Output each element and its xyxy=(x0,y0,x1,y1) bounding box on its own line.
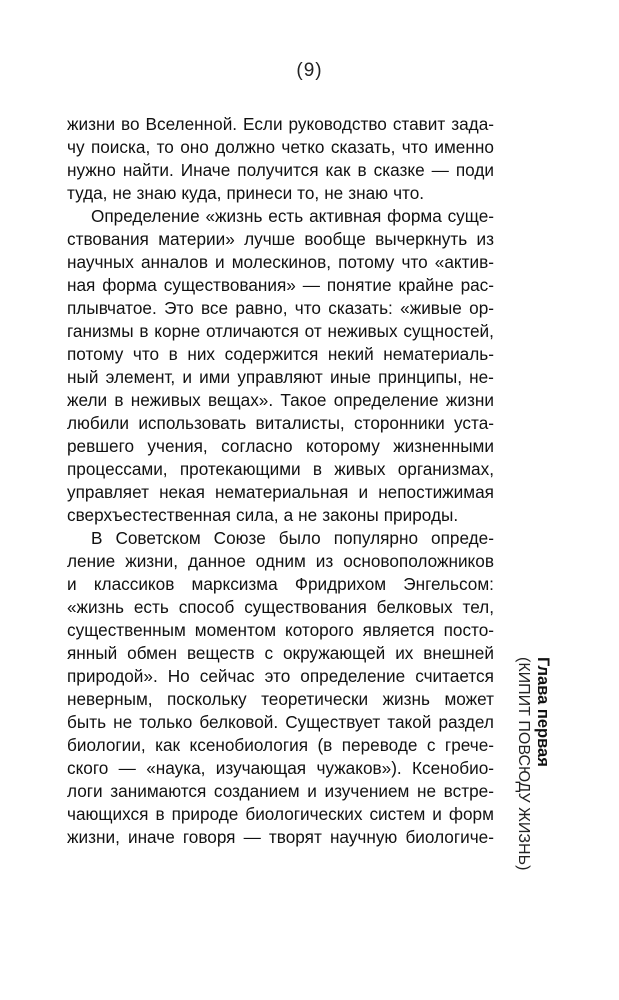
text-word: жизнь xyxy=(382,689,430,709)
text-word: это xyxy=(264,666,291,686)
text-word: Вселенной. xyxy=(145,114,238,134)
text-line xyxy=(67,274,494,297)
text-word: встре- xyxy=(443,781,494,801)
text-word: жизни xyxy=(67,114,116,134)
text-word: ная xyxy=(67,275,96,295)
text-word: изучением xyxy=(324,781,410,801)
text-word: обмен xyxy=(127,643,178,663)
text-word: сила, xyxy=(236,505,279,525)
text-word: использовать xyxy=(138,413,247,433)
text-word: ганизмы xyxy=(67,321,134,341)
text-word: природы. xyxy=(383,505,459,525)
text-line xyxy=(67,665,494,688)
text-word: ими xyxy=(199,367,231,387)
text-word: нематериальная xyxy=(215,482,349,502)
text-word: не xyxy=(416,781,437,801)
text-word: элемент, xyxy=(105,367,176,387)
text-word: изучающая xyxy=(215,758,307,778)
text-word: в xyxy=(168,344,178,364)
text-word: туда, xyxy=(67,183,108,203)
text-word: Такое xyxy=(280,390,327,410)
text-line xyxy=(67,366,494,389)
text-word: в xyxy=(312,459,323,479)
text-word: раздел xyxy=(438,712,494,732)
text-word: марксизма xyxy=(191,574,278,594)
text-line xyxy=(67,412,494,435)
text-word: жизни, xyxy=(125,551,179,571)
text-word: отличаются xyxy=(205,321,299,341)
text-word: Советском xyxy=(115,528,201,548)
text-word: виталисты, xyxy=(255,413,345,433)
text-word: не xyxy=(324,183,344,203)
text-word: любили xyxy=(67,413,129,433)
text-word: что xyxy=(401,137,428,157)
text-word: ского xyxy=(67,758,109,778)
text-word: учения, xyxy=(147,436,208,456)
chapter-label: Глава первая xyxy=(534,657,552,767)
text-word: форм xyxy=(448,804,494,824)
text-word: принципы, xyxy=(378,367,462,387)
text-word: жизненными xyxy=(393,436,494,456)
text-word: — xyxy=(243,827,261,847)
text-word: получится xyxy=(237,160,319,180)
text-line xyxy=(67,780,494,803)
text-word: в xyxy=(357,160,367,180)
text-word: логи xyxy=(67,781,103,801)
text-word: — xyxy=(118,758,136,778)
text-word: материи» xyxy=(158,229,235,249)
text-line xyxy=(67,596,494,619)
text-word: процессами, xyxy=(67,459,168,479)
text-word: и xyxy=(67,574,77,594)
text-word: научных xyxy=(67,252,134,272)
text-word: биологических xyxy=(245,804,363,824)
text-word: организмах, xyxy=(397,459,494,479)
text-word: все xyxy=(200,298,229,318)
text-word: поскольку xyxy=(166,689,247,709)
text-word: в xyxy=(155,804,165,824)
text-word: жизни xyxy=(445,390,494,410)
text-word: является xyxy=(362,620,435,640)
text-word: ление xyxy=(67,551,116,571)
text-line xyxy=(67,619,494,642)
text-word: природе xyxy=(171,804,239,824)
text-word: белковых xyxy=(376,597,453,617)
text-word: как xyxy=(325,160,351,180)
text-word: и xyxy=(307,781,317,801)
text-word: биологиче- xyxy=(405,827,494,847)
text-line xyxy=(67,803,494,826)
text-word: Это xyxy=(164,298,194,318)
text-word: тел, xyxy=(462,597,494,617)
text-word: неверным, xyxy=(67,689,153,709)
text-word: грече- xyxy=(444,735,494,755)
text-line xyxy=(67,159,494,182)
text-word: Существует xyxy=(285,712,381,732)
text-word: Энгельсом: xyxy=(403,574,494,594)
text-word: окружающей xyxy=(282,643,386,663)
text-word: руководство xyxy=(288,114,387,134)
text-word: «жизнь xyxy=(205,206,263,226)
text-word: знаю xyxy=(136,183,177,203)
text-word: неживых xyxy=(130,390,201,410)
text-word: которому xyxy=(305,436,380,456)
text-word: сказать, xyxy=(330,137,396,157)
text-line xyxy=(67,320,494,343)
text-word: рас- xyxy=(460,275,494,295)
text-word: управляют xyxy=(237,367,323,387)
text-word: с xyxy=(426,735,436,755)
text-word: и xyxy=(432,804,442,824)
text-word: может xyxy=(444,689,494,709)
text-word: крайне xyxy=(398,275,454,295)
text-word: только xyxy=(139,712,193,732)
text-word: принеси xyxy=(226,183,293,203)
text-word: определение xyxy=(333,390,439,410)
text-word: жели xyxy=(67,390,108,410)
text-word: с xyxy=(264,643,274,663)
text-word: законы xyxy=(322,505,379,525)
text-word: потому xyxy=(67,344,124,364)
text-word: не xyxy=(112,183,132,203)
text-word: чужаков»). xyxy=(316,758,402,778)
text-word: «жизнь xyxy=(67,597,124,617)
text-word: их xyxy=(395,643,414,663)
text-word: как xyxy=(155,735,181,755)
text-line xyxy=(67,826,494,849)
text-word: определение xyxy=(300,666,406,686)
text-word: потому xyxy=(338,252,395,272)
text-word: моментом xyxy=(194,620,277,640)
text-word: знаю xyxy=(348,183,389,203)
text-line xyxy=(67,688,494,711)
text-word: посто- xyxy=(443,620,494,640)
text-word: — xyxy=(431,160,449,180)
text-word: занимаются xyxy=(110,781,207,801)
text-word: куда, xyxy=(181,183,222,203)
text-word: уста- xyxy=(454,413,494,433)
text-word: Фридрихом xyxy=(294,574,387,594)
text-word: не xyxy=(113,712,133,732)
text-word: научную xyxy=(329,827,398,847)
text-word: есть xyxy=(268,206,304,226)
text-word: Союзе xyxy=(213,528,266,548)
text-word: основоположников xyxy=(343,551,494,571)
text-line xyxy=(67,251,494,274)
text-word: теоретически xyxy=(261,689,369,709)
body-text xyxy=(67,113,494,849)
text-word: активная xyxy=(309,206,382,226)
text-word: Если xyxy=(243,114,283,134)
text-word: (в xyxy=(317,735,333,755)
text-word: — xyxy=(302,275,320,295)
text-word: именно xyxy=(434,137,494,157)
text-word: нематериаль- xyxy=(383,344,494,364)
text-word: что. xyxy=(393,183,425,203)
text-word: найти. xyxy=(122,160,174,180)
text-word: систем xyxy=(369,804,426,824)
text-line xyxy=(67,113,494,136)
text-word: опреде- xyxy=(431,528,494,548)
text-word: веществ xyxy=(186,643,255,663)
text-word: ксенобиология xyxy=(189,735,309,755)
text-word: молескинов, xyxy=(231,252,331,272)
text-word: то xyxy=(156,137,174,157)
text-word: ор- xyxy=(469,298,494,318)
text-word: вообще xyxy=(304,229,366,249)
chapter-title: (КИПИТ ПОВСЮДУ ЖИЗНЬ) xyxy=(515,657,532,871)
text-word: сказать: xyxy=(328,298,393,318)
text-word: чающихся xyxy=(67,804,149,824)
page-number: (9) xyxy=(296,60,323,81)
text-word: что xyxy=(294,298,321,318)
text-word: анналов xyxy=(140,252,208,272)
text-line xyxy=(67,527,494,550)
text-line xyxy=(67,297,494,320)
text-word: созданием xyxy=(213,781,300,801)
text-word: способ xyxy=(178,597,235,617)
text-line xyxy=(67,481,494,504)
text-word: и xyxy=(182,367,192,387)
text-word: ный xyxy=(67,367,99,387)
text-line xyxy=(67,757,494,780)
text-word: Но xyxy=(167,666,190,686)
text-word: внешней xyxy=(423,643,494,663)
text-word: лучше xyxy=(244,229,296,249)
text-word: форма xyxy=(102,275,157,295)
text-word: нужно xyxy=(67,160,116,180)
text-word: понятие xyxy=(326,275,392,295)
text-word: во xyxy=(121,114,140,134)
text-word: которого xyxy=(285,620,354,640)
text-word: корне xyxy=(154,321,201,341)
text-word: вещах». xyxy=(208,390,274,410)
text-line xyxy=(67,711,494,734)
text-line xyxy=(67,573,494,596)
text-word: такой xyxy=(387,712,432,732)
text-word: некий xyxy=(327,344,374,364)
text-line xyxy=(67,550,494,573)
text-word: жизни, xyxy=(67,827,120,847)
text-word: из xyxy=(315,551,334,571)
text-word: поди xyxy=(455,160,494,180)
text-word: сказке xyxy=(373,160,425,180)
text-word: существования xyxy=(244,597,367,617)
text-word: них xyxy=(187,344,216,364)
text-word: некая xyxy=(159,482,205,502)
text-word: сторонники xyxy=(354,413,445,433)
text-word: равно, xyxy=(235,298,288,318)
text-word: сейчас xyxy=(199,666,255,686)
text-word: не- xyxy=(469,367,494,387)
text-word: и xyxy=(215,252,225,272)
text-word: поиска, xyxy=(90,137,151,157)
text-word: классиков xyxy=(93,574,175,594)
text-word: иные xyxy=(329,367,371,387)
text-word: было xyxy=(278,528,321,548)
running-head-rotated xyxy=(514,657,552,897)
text-word: чу xyxy=(67,137,85,157)
text-line xyxy=(67,435,494,458)
text-word: В xyxy=(91,528,103,548)
text-word: протекающими xyxy=(179,459,301,479)
text-word: быть xyxy=(67,712,107,732)
text-line xyxy=(67,504,494,527)
text-word: творят xyxy=(268,827,322,847)
text-word: «наука, xyxy=(146,758,206,778)
text-word: сверхъестественная xyxy=(67,505,231,525)
text-word: биологии, xyxy=(67,735,146,755)
text-word: четко xyxy=(281,137,325,157)
text-word: иначе xyxy=(127,827,175,847)
text-word: и xyxy=(358,482,369,502)
text-line xyxy=(67,343,494,366)
text-word: то, xyxy=(297,183,320,203)
text-word: янный xyxy=(67,643,118,663)
text-word: популярно xyxy=(333,528,419,548)
text-word: одним xyxy=(255,551,306,571)
text-word: Ксенобио- xyxy=(412,758,494,778)
text-word: что xyxy=(401,252,428,272)
text-line xyxy=(67,389,494,412)
text-word: белковой. xyxy=(199,712,279,732)
text-word: неживых xyxy=(327,321,398,341)
text-word: сущностей, xyxy=(403,321,494,341)
text-word: от xyxy=(304,321,322,341)
text-word: природой». xyxy=(67,666,158,686)
text-word: существования» xyxy=(163,275,296,295)
text-line xyxy=(67,228,494,251)
text-line xyxy=(67,136,494,159)
text-word: ставит xyxy=(392,114,446,134)
text-word: в xyxy=(139,321,149,341)
text-word: ствования xyxy=(67,229,149,249)
text-line xyxy=(67,458,494,481)
text-word: переводе xyxy=(341,735,418,755)
text-word: говоря xyxy=(182,827,236,847)
text-word: «актив- xyxy=(434,252,494,272)
text-word: Определение xyxy=(91,206,200,226)
text-word: суще- xyxy=(447,206,494,226)
text-word: «живые xyxy=(400,298,462,318)
text-word: вычеркнуть xyxy=(375,229,468,249)
text-line xyxy=(67,642,494,665)
text-word: живых xyxy=(334,459,386,479)
text-line xyxy=(67,182,494,205)
text-word: форма xyxy=(387,206,442,226)
text-word: непостижимая xyxy=(378,482,494,502)
text-word: должно xyxy=(215,137,276,157)
text-word: считается xyxy=(415,666,494,686)
text-word: оно xyxy=(180,137,209,157)
text-line xyxy=(67,205,494,228)
text-word: согласно xyxy=(221,436,293,456)
text-word: а xyxy=(283,505,294,525)
text-word: не xyxy=(298,505,318,525)
text-word: управляет xyxy=(67,482,149,502)
text-word: данное xyxy=(188,551,246,571)
text-word: плывчатое. xyxy=(67,298,157,318)
text-word: что xyxy=(132,344,160,364)
text-word: есть xyxy=(133,597,169,617)
text-word: Иначе xyxy=(180,160,231,180)
text-word: существенным xyxy=(67,620,186,640)
text-word: содержится xyxy=(224,344,319,364)
text-line xyxy=(67,734,494,757)
running-head xyxy=(513,657,553,897)
text-word: в xyxy=(114,390,124,410)
text-word: зада- xyxy=(451,114,494,134)
text-word: ревшего xyxy=(67,436,135,456)
text-word: из xyxy=(476,229,494,249)
